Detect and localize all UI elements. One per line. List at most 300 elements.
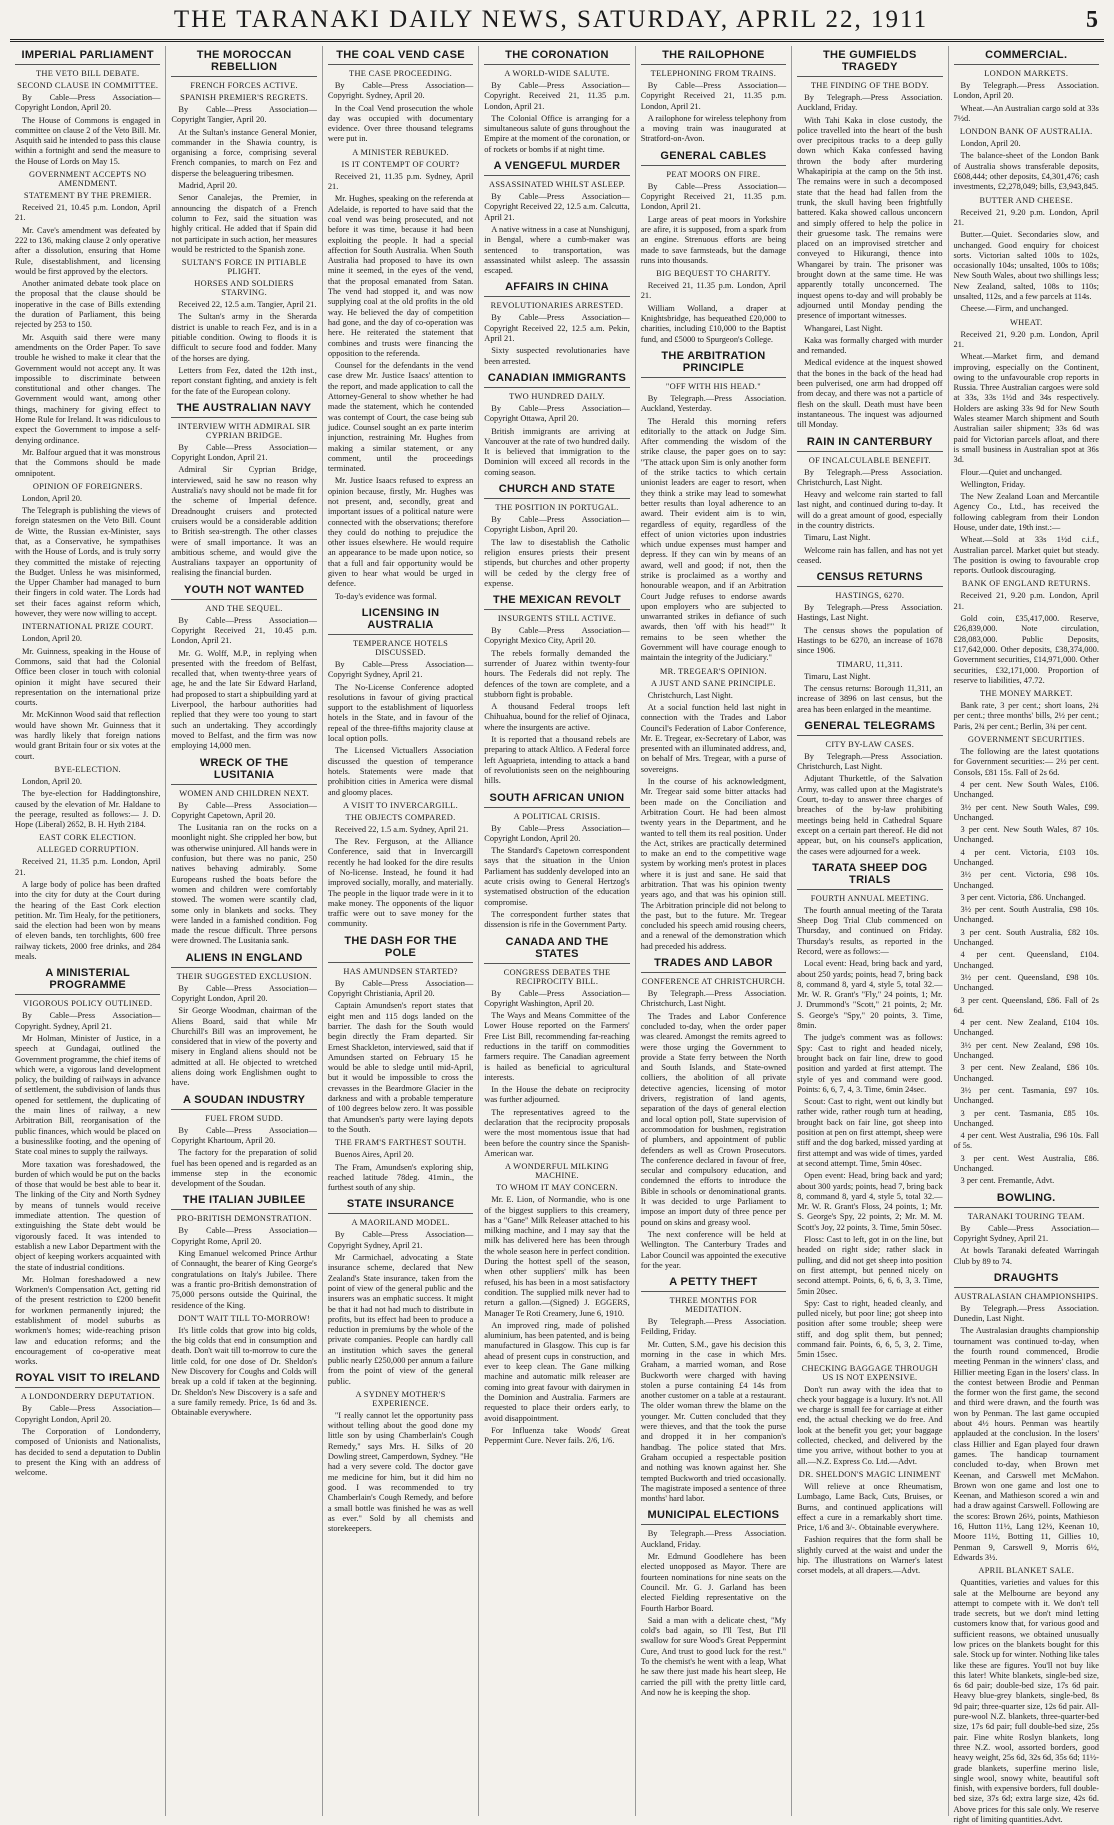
- article-paragraph: By Cable—Press Association—Copyright Tangier, April 20.: [171, 105, 317, 125]
- article-paragraph: 3½ per cent. South Australia, £98 10s. Unchanged.: [953, 905, 1099, 925]
- article-paragraph: Received 22, 12.5 a.m. Tangier, April 21.: [178, 300, 317, 310]
- article-paragraph: In the Coal Vend prosecution the whole day was occupied with documentary evidence. Over three thousand telegrams were put in.: [327, 103, 474, 144]
- article-headline: THE COAL VEND CASE: [328, 49, 473, 65]
- article-paragraph: At bowls Taranaki defeated Warringah Club by 89 to 74.: [953, 1246, 1099, 1266]
- article-headline: COMMERCIAL.: [954, 49, 1099, 65]
- article-headline: AFFAIRS IN CHINA: [484, 281, 629, 297]
- article-paragraph: The Colonial Office is arranging for a simultaneous salute of guns throughout the Empire at the moment of the coronation, or of rockets or bombs if at night time.: [484, 113, 630, 154]
- article-headline: GENERAL CABLES: [641, 150, 786, 166]
- article-subheading: A WORLD-WIDE SALUTE.: [504, 69, 610, 78]
- article-paragraph: 3 per cent. South Australia, £82 10s. Unchanged.: [953, 927, 1099, 948]
- article-paragraph: 4 per cent. West Australia, £96 10s. Fall of 5s.: [953, 1131, 1099, 1151]
- article-paragraph: By Cable—Press Association—Copyright London, April 20.: [171, 983, 317, 1003]
- article-paragraph: Sir George Woodman, chairman of the Aliens Board, said that while Mr Churchill's Bill was an improvement, he considered that in view of the poverty and misery in England aliens should not be admitted at all. He objected to wretched aliens doing work Englishmen ought to have.: [171, 1006, 317, 1088]
- article-paragraph: Bank rate, 3 per cent.; short loans, 2¾ per cent.; three months' bills, 2½ per cent.; Paris, 2¾ per cent.; Berlin, 3¾ per cent.: [953, 701, 1099, 731]
- article-subheading: PRO-BRITISH DEMONSTRATION.: [176, 1214, 312, 1224]
- article-paragraph: By Cable—Press Association—Copyright Sydney, April 21.: [953, 1223, 1099, 1243]
- article-subheading: A VISIT TO INVERCARGILL.: [343, 800, 459, 810]
- article-paragraph: 3½ per cent. Tasmania, £97 10s. Unchanged.: [953, 1085, 1099, 1106]
- article-paragraph: By Cable—Press Association—Copyright. Sydney, April 21.: [15, 1011, 161, 1031]
- article-paragraph: Scout: Cast to right, went out kindly but rather wide, rather rough turn at heading, brought back on fair line, got sheep into position at pen on first attempt, sheep were stiff and the dog barked, missed yarding at first attempt and was wide of times, yarded at second attempt. Time, 5min 40sec.: [797, 1097, 943, 1168]
- article: [171, 952, 316, 1089]
- article: [484, 49, 629, 155]
- article-paragraph: The Fram, Amundsen's exploring ship, reached latitude 78deg. 41min., the furthest south of any ship.: [327, 1162, 474, 1193]
- article-paragraph: It's little colds that grow into big colds, the big colds that end in consumption and death. Don't wait till to-morrow to cure the little cold, for one dose of Dr. Sheldon's New Discovery for Coughs and Colds will break up a cold if taken at the beginning. Dr. Sheldon's New Discovery is a safe and a sure family remedy. Price, 1s 6d and 3s. Obtainable everywhere.: [171, 1325, 317, 1418]
- article-paragraph: Will relieve at once Rheumatism, Lumbago, Lame Back, Cuts, Bruises, or Burns, and continued applications will effect a cure in a remarkably short time. Price, 1/6 and 3/-. Obtainable everywhere.: [797, 1481, 943, 1533]
- article-paragraph: London, April 20.: [22, 776, 83, 786]
- article: [797, 720, 942, 857]
- article-headline: STATE INSURANCE: [328, 1198, 473, 1214]
- article-subheading: THEIR SUGGESTED EXCLUSION.: [176, 971, 312, 981]
- article-paragraph: Fashion requires that the form shall be slightly curved at the waist and under the hip. The illustrations on Warner's latest corset models, at all drapers.—Advt.: [797, 1535, 943, 1576]
- article-paragraph: By Cable—Press Association—Copyright Khartoum, April 20.: [171, 1125, 317, 1145]
- article-subheading: LONDON MARKETS.: [984, 69, 1069, 78]
- article-paragraph: Welcome rain has fallen, and has not yet ceased.: [797, 545, 943, 565]
- article-headline: THE ARBITRATION PRINCIPLE: [641, 350, 786, 378]
- article: [484, 594, 629, 786]
- article-headline: TARATA SHEEP DOG TRIALS: [797, 862, 942, 890]
- article-paragraph: Received 21, 11.35 p.m. London, April 21.: [640, 281, 787, 301]
- article-headline: CENSUS RETURNS: [797, 571, 942, 587]
- article-paragraph: Open event: Head, bring back and yard; about 300 yards; points, head 7, bring back 8, command 8, yard 4, style 5, total 32.—Mr. W. R. Grant's Floss, 24 points, 1; Mr. S. George's Spy, 22 points, 2; Mr. M. M. Scott's Joy, 22 points, 3. Time, 5min 50sec.: [797, 1171, 943, 1232]
- article: [954, 1272, 1099, 1825]
- article-paragraph: Timaru, Last Night.: [804, 533, 871, 543]
- article-subheading: CHECKING BAGGAGE THROUGH US IS NOT EXPENSIVE.: [801, 1363, 939, 1382]
- article-paragraph: The balance-sheet of the London Bank of Australia shows transferable deposits, £608,444; other deposits, £4,301,476; cash investments, £2,278,049; bills, £3,943,845.: [953, 151, 1099, 192]
- article-paragraph: The Trades and Labor Conference concluded to-day, when the order paper was cleared. Amongst the remits agreed to were those urging the Government to provide a State ferry between the North and South Islands, and State-owned colliers, the abolition of all private detective agencies, licensing of motor drivers, registration of land agents, separation of the days of general election and local option poll, State supervision of accommodation for bushmen, registration of plumbers, and appointment of public defenders as well as Crown Prosecutors. The conference declared in favour of free, secular and compulsory education, and condemned the efforts to introduce the Bible in schools or denominational grants. It was decided to urge Parliament to impose an import duty of three pence per pound on skins and greasy wool.: [640, 1011, 787, 1227]
- article-paragraph: The next conference will be held at Wellington. The Canterbury Trades and Labor Council was appointed the executive for the year.: [640, 1229, 787, 1270]
- article-headline: THE DASH FOR THE POLE: [328, 935, 473, 963]
- article-paragraph: The House of Commons is engaged in committee on clause 2 of the Veto Bill. Mr. Asquith said he intended to pass this clause within a fortnight and send the measure to the House of Lords on May 15.: [15, 115, 161, 166]
- article-paragraph: By Cable—Press Association—Copyright Washington, April 20.: [484, 988, 630, 1008]
- article-paragraph: By Cable—Press Association—Copyright London, April 20.: [15, 93, 161, 113]
- article-paragraph: In the course of his acknowledgment, Mr. Tregear said some bitter attacks had been made on the Conciliation and Arbitration Court. He had been almost twenty years in the Department, and he wanted to tell them its real position. Under the Act, strikes are practically determined to make an end to the competitive wage system by working men's protest in places where it is just and sane. He said that arbitration. That was his opinion twenty years ago, and that was his opinion still. The Arbitration principle did not belong to the past, but to the future. Mr. Tregear concluded his speech amid rousing cheers, and a renewal of the demonstration which had preceded his address.: [640, 777, 787, 951]
- column-3: [323, 46, 479, 1816]
- article-paragraph: London, April 20.: [22, 493, 83, 503]
- article-paragraph: Whangarei, Last Night.: [804, 323, 883, 333]
- article-paragraph: Wheat.—An Australian cargo sold at 33s 7½d.: [953, 103, 1099, 123]
- article-paragraph: Kaka was formally charged with murder and remanded.: [797, 335, 943, 356]
- article-paragraph: Sixty suspected revolutionaries have been arrested.: [484, 346, 630, 366]
- article-paragraph: Mr Carmichael, advocating a State insurance scheme, declared that New Zealand's State insurance, taken from the point of view of the general public and the insurers was an emphatic success. It might be that it had not had much to distribute in profits, but its effect had been to produce a reduction in premiums by the whole of the private companies. People can hardly call an institution which saves the general public nearly £250,000 per annum a failure from the point of view of the general public.: [327, 1253, 474, 1386]
- article-paragraph: By Cable—Press Association—Copyright London, April 20.: [15, 1404, 161, 1424]
- article-paragraph: Gold coin, £35,417,000. Reserve, £26,839,000. Note circulation, £28,083,000. Public Deposits, £17,642,000. Other deposits, £38,374,000. Government securities, £14,971,000. Other securities, £32,171,000. Proportion of reserve to liabilities, 47.72.: [953, 614, 1099, 685]
- article-subheading: THE MONEY MARKET.: [979, 689, 1073, 699]
- article-paragraph: The correspondent further states that dissension is rife in the Government Party.: [484, 909, 630, 930]
- article-subheading: AUSTRALASIAN CHAMPIONSHIPS.: [954, 1291, 1099, 1301]
- article-subheading: APRIL BLANKET SALE.: [978, 1566, 1075, 1576]
- article: [328, 1198, 473, 1534]
- article-paragraph: Received 21, 11.35 p.m. Sydney, April 21.: [327, 171, 474, 192]
- article-paragraph: By Telegraph.—Press Association. Auckland, Friday.: [797, 93, 943, 113]
- article-paragraph: Mr Holman, Minister of Justice, in a speech at Gundagai, outlined the Government programme, the chief items of which were, a vigorous land development policy, the building of railways in advance of settlement, the subdivision of lands thus opened for settlement, the duplicating of the main lines of railway, a new Arbitration Bill, reorganisation of the public finances, which would be placed on a businesslike footing, and the opening of State coal mines to supply the railways.: [15, 1033, 161, 1157]
- article-subheading: INTERNATIONAL PRIZE COURT.: [22, 622, 154, 632]
- article-paragraph: 3 per cent. Fremantle, Advt.: [960, 1176, 1055, 1186]
- article-paragraph: Mr. G. Wolff, M.P., in replying when presented with the freedom of Belfast, recalled that, when twenty-three years of age, he and the late Sir Edward Harland, had proposed to start a shipbuilding yard at Liverpool, the harbour authorities had replied that they were too young to start such an undertaking. They accordingly moved to Belfast, and the firm was now employing 14,000 men.: [171, 648, 317, 751]
- article-subheading: WHEAT.: [1009, 317, 1043, 327]
- article-paragraph: King Emanuel welcomed Prince Arthur of Connaught, the bearer of King George's congratulations on Italy's Jubilee. There was a frantic pro-British demonstration of 75,000 persons outside the Quirinal, the residence of the King.: [171, 1249, 317, 1310]
- article: [171, 1094, 316, 1190]
- article-paragraph: Mr. McKinnon Wood said that reflection would have shown Mr. Guinness that it was hardly likely that foreign nations would grant Britain four or six votes at the court.: [15, 710, 161, 761]
- article-headline: LICENSING IN AUSTRALIA: [328, 607, 473, 635]
- article-subheading: TO WHOM IT MAY CONCERN.: [496, 1183, 618, 1193]
- page-number: 5: [1086, 7, 1098, 33]
- article-subheading: IS IT CONTEMPT OF COURT?: [341, 159, 460, 169]
- article-paragraph: A railophone for wireless telephony from a moving train was inaugurated at Stratford-on-Avon.: [640, 113, 787, 144]
- article: [797, 862, 942, 1577]
- article-paragraph: London, April 20.: [960, 139, 1021, 149]
- article-paragraph: Medical evidence at the inquest showed that the bones in the back of the head had been pulverised, one arm had dropped off from decay, and there was not a particle of flesh on the skull. Death must have been instantaneous. The inquest was adjourned till Monday.: [797, 358, 943, 430]
- article-paragraph: By Cable—Press Association—Copyright Christiania, April 20.: [327, 978, 474, 999]
- article-paragraph: The census returns: Borough 11,311, an increase of 3896 on last census, but the area has been enlarged in the meantime.: [797, 683, 943, 714]
- article-paragraph: Cheese.—Firm, and unchanged.: [960, 304, 1069, 314]
- article-paragraph: "I really cannot let the opportunity pass without telling about the good done my little son by using Chamberlain's Cough Remedy," says Mrs. H. Silks of 20 Dowling street, Camperdown, Sydney. "He had a very severe cold. The doctor gave me medicine for him, but it did him no good. I was recommended to try Chamberlain's Cough Remedy, and before a small bottle was finished he was as well as ever." Sold by all chemists and storekeepers.: [327, 1410, 474, 1534]
- article-headline: SOUTH AFRICAN UNION: [484, 792, 629, 808]
- article-paragraph: By Cable—Press Association—Copyright Ottawa, April 20.: [484, 403, 630, 424]
- article-paragraph: By Cable—Press Association—Copyright London, April 20.: [484, 823, 630, 843]
- article-paragraph: 3 per cent. Queensland, £86. Fall of 2s 6d.: [953, 995, 1099, 1015]
- article-paragraph: The Herald this morning refers editorially to the attack on Judge Sim. After commending the wisdom of the strike clause, the paper goes on to say: "The attack upon Sim is only another form of the strike tactics to which certain unionist leaders are eager to resort, when they think a strike may lead to somewhat better results than loyal adherence to an award. Their evident aim is to win, regardless of equity, regardless of the effect of union victories upon industries which undue expenses must hamper and depress. If they can win by means of an award, well and good; if not, then the strike is proclaimed as a worthy and honourable weapon, and if an Arbitration Court Judge refuses to endorse awards upon employers who are subjected to unwarranted strikes in defiance of such awards, then 'off with his head!'" It remains to be seen whether the Government will have courage enough to maintain the integrity of the Judiciary.": [640, 416, 787, 663]
- article-paragraph: The Standard's Capetown correspondent says that the situation in the Union Parliament has suddenly developed into an acute crisis owing to General Hertzog's systematised obstruction of the education compromise.: [484, 846, 630, 907]
- article-subheading: HAS AMUNDSEN STARTED?: [343, 966, 458, 976]
- article-headline: THE MOROCCAN REBELLION: [171, 49, 316, 77]
- article-subheading: HORSES AND SOLDIERS STARVING.: [194, 279, 294, 298]
- article-paragraph: Timaru, Last Night.: [804, 671, 871, 681]
- article: [797, 49, 942, 431]
- article-paragraph: By Telegraph.—Press Association. Hastings, Last Night.: [797, 603, 943, 623]
- article-paragraph: 3 per cent. New Zealand, £86 10s. Unchanged.: [953, 1063, 1099, 1083]
- article-paragraph: 3½ per cent. New Zealand, £98 10s. Unchanged.: [953, 1040, 1099, 1061]
- article-paragraph: Received 22, 1.5 a.m. Sydney, April 21.: [334, 824, 469, 834]
- article-subheading: OPINION OF FOREIGNERS.: [32, 481, 143, 491]
- article-headline: DRAUGHTS: [954, 1272, 1099, 1288]
- article-paragraph: Heavy and welcome rain started to fall last night, and continued during to-day. It will do a great amount of good, especially in the country districts.: [797, 490, 943, 530]
- article-paragraph: By Cable—Press Association—Copyright Received 21, 11.35 p.m. London, April 21.: [640, 81, 787, 111]
- article-paragraph: By Cable—Press Association—Copyright Sydney, April 21.: [327, 659, 474, 680]
- article-paragraph: Christchurch, Last Night.: [647, 690, 733, 700]
- article-paragraph: A native witness in a case at Nunshigunj, in Bengal, where a cumb-maker was sentenced to transportation, was assassinated whilst asleep. The assassin escaped.: [484, 224, 630, 276]
- article-paragraph: Wheat.—Sold at 33s 1½d c.i.f., Australian parcel. Market quiet but steady. The position is owing to favourable crop reports. Outlook discouraging.: [953, 535, 1099, 576]
- article-paragraph: By Cable—Press Association—Copyright Lisbon, April 20.: [484, 515, 630, 535]
- article-headline: TRADES AND LABOR: [641, 957, 786, 973]
- article-headline: BOWLING.: [954, 1192, 1099, 1208]
- masthead-title: THE TARANAKI DAILY NEWS, SATURDAY, APRIL 22, 1911: [173, 6, 929, 33]
- article-paragraph: 3 per cent. New South Wales, 87 10s. Unchanged.: [953, 825, 1099, 845]
- article-subheading: THE VETO BILL DEBATE.: [36, 69, 140, 78]
- article-subheading: GOVERNMENT ACCEPTS NO AMENDMENT.: [29, 170, 147, 189]
- article-paragraph: Mr. Cutten, S.M., gave his decision this morning in the case in which Mrs. Graham, a married woman, and Rose Buckworth were charged with having stolen a purse containing £4 14s from another customer on a table at a restaurant. The older woman threw the blame on the younger. Mr. Cutten concluded that they were thieves, and that the took the purse and dropped it in her companion's handbag. The police stated that Mrs. Graham occupied a respectable position and nothing was known against her. She tempted Buckworth and tried occasionally. The magistrate imposed a sentence of three months' hard labor.: [640, 1339, 787, 1504]
- article-subheading: BUTTER AND CHEESE.: [979, 195, 1074, 205]
- article-paragraph: 4 per cent. Victoria, £103 10s. Unchanged.: [953, 847, 1099, 867]
- article: [954, 49, 1099, 1187]
- article: [641, 350, 786, 952]
- article-paragraph: A thousand Federal troops left Chihuahua, bound for the relief of Ojinaca, where the insurgents are active.: [484, 702, 630, 732]
- article-paragraph: By Cable—Press Association—Copyright. Sydney, April 20.: [327, 81, 474, 101]
- article-subheading: A SYDNEY MOTHER'S EXPERIENCE.: [355, 1389, 446, 1408]
- article-subheading: MR. TREGEAR'S OPINION.: [659, 666, 767, 676]
- article-paragraph: The Lusitania ran on the rocks on a moonlight night. She crippled her bow, but was otherwise uninjured. All hands were in confusion, but there was no panic, 250 natives behaving admirably. Some Europeans rushed the boats before the women and children were comfortably stowed. The women were scantily clad, some only in blankets and socks. They were landed in a famished condition. Fog made the rescue difficult. Three persons were drowned. The Lusitania sank.: [171, 823, 317, 946]
- article-paragraph: Mr. Edmund Goodlehere has been elected unopposed as Mayor. There are fourteen nominations for nine seats on the Council. Mr. G. J. Garland has been elected Fielding representative on the Fourth Harbor Board.: [640, 1552, 787, 1613]
- article-subheading: LONDON BANK OF AUSTRALIA.: [959, 127, 1093, 137]
- article-paragraph: At the Sultan's instance General Monier, commander in the Shawia country, is organising a force, comprising several French companies, to march on Fez and disperse the beleaguering tribesmen.: [171, 127, 317, 178]
- article-paragraph: It is reported that a thousand rebels are preparing to attack Altlico. A Federal force left Aguaprieta, intending to attack a band of revolutionists seen on the neighbouring hills.: [484, 735, 630, 786]
- article-headline: THE MEXICAN REVOLT: [484, 594, 629, 610]
- article-paragraph: The Ways and Means Committee of the Lower House reported on the Farmers' Free List Bill, recommending far-reaching reductions in the tariff on commodities farmers require. The Canadian agreement is hailed as beneficial to agricultural interests.: [484, 1011, 630, 1082]
- article: [15, 967, 160, 1367]
- article-subheading: REVOLUTIONARIES ARRESTED.: [490, 301, 624, 311]
- article-paragraph: Mr. Asquith said there were many amendments on the Order Paper. To save trouble he wished to make it clear that the Government would not accept any. It was impossible to discriminate between constitutional and other changes. The Government would want, among other things, machinery for giving effect to Home Rule for Ireland. It was ridiculous to expect the Government to impose a self-denying ordinance.: [15, 332, 161, 445]
- article-subheading: A LONDONDERRY DEPUTATION.: [20, 1392, 155, 1402]
- article-paragraph: By Telegraph.—Press Association. Christchurch, Last Night.: [797, 467, 943, 487]
- article-paragraph: Mr. Hughes, speaking on the referenda at Adelaide, is reported to have said that the coal vend was being prosecuted, and not before it was time, because it had been exploiting the people. It had a special affection for South Australia. When South Australia had proposed to have its own mine it seemed, in the eyes of the vend, that the proposal emanated from Satan. The vend had stopped it, and was now supplying coal at the old profits in the old way. He believed the day of competition had gone, and the day of co-operation was here. He reiterated the statement that combines and trusts were financing the opposition to the referenda.: [327, 194, 474, 358]
- article-headline: ROYAL VISIT TO IRELAND: [15, 1372, 160, 1388]
- article-paragraph: Wheat.—Market firm, and demand improving, especially on the Continent, owing to the unfavourable crop reports in Russia. Three Australian cargoes were sold at 33s, 33s 1½d and 34s respectively. Holders are asking 33s 9d for New South Wales steamer March shipment and South Australian sailer shipment; 33s 6d was paid for Victorian parcels afloat, and there is small business in Australian spot at 36s 3d.: [953, 352, 1099, 465]
- article-paragraph: Quantities, varieties and values for this sale at the Melbourne are beyond any attempt to compete with it. We don't tell trade secrets, but we don't mind letting customers know that, for various good and sufficient reasons, we obtained unusually low prices on the blankets bought for this sale. Stock up for winter. Nothing like tales like these are figures. You'll not buy like this later! White blankets, single-bed size, 6s 6d pair; double-bed size, 17s 6d pair. Heavy blue-grey blankets, single-bed, 8s 9d pair; three-quarter size, 12s 6d pair. All-pure-wool N.Z. blankets, three-quarter-bed size, 17s 6d pair; full double-bed size, 25s pair. Fine white Roslyn blankets, long three N.Z. wool, assorted borders, good heavy weight, 25s 6d, 32s 6d, 35s 6d; 11½-grade blankets, superfine merino lisle, single wool, snowy white, beautiful soft finish, with expensive borders, full double-bed size, 37s 6d; extra large size, 42s 6d. Above prices for this sale only. We reserve right of limiting quantities.Advt.: [953, 1578, 1099, 1825]
- article-paragraph: With Tahi Kaka in close custody, the police travelled into the heart of the bush over precipitous tracks to a deep gully down which Kaka confessed having thrown the body after murdering Whakapiripia at the camp on the 5th inst. The remains were in such a decomposed state that the head had fallen from the trunk, the skull having been frightfully battered. Kaka showed callous unconcern and simply offered to help the police in their gruesome task. The remains were placed on an improvised stretcher and conveyed to Hikurangi, thence into Whangarei by train. The prisoner was brought down at the same time. He was apparently totally unconcerned. The inquest opens to-day and will probably be adjourned until Monday pending the presence of important witnesses.: [797, 115, 943, 321]
- article-subheading: CONGRESS DEBATES THE RECIPROCITY BILL.: [503, 967, 611, 986]
- article: [641, 150, 786, 345]
- article-paragraph: Captain Amundsen's report states that eight men and 115 dogs landed on the barrier. The dash for the South would begin directly the Fram departed. Sir Ernest Shackleton, interviewed, said that if Amundsen started on February 15 he would be able to sledge until mid-April, but it would be impossible to cross the crevasses in the Beardmore Glacier in the darkness and with a probable temperature of 100 degrees below zero. It was possible that Amundsen's party were laying depots to the South.: [327, 1001, 474, 1134]
- article-paragraph: By Telegraph.—Press Association. Auckland, Friday.: [640, 1529, 787, 1549]
- article-paragraph: The No-License Conference adopted resolutions in favour of giving practical support to the establishment of liquorless hotels in the State, and in favour of the repeal of the three-fifths majority clause at local option polls.: [327, 682, 474, 744]
- article: [641, 1509, 786, 1698]
- article-paragraph: The census shows the population of Hastings to be 6270, an increase of 1678 since 1906.: [797, 625, 943, 656]
- article-paragraph: 4 per cent. New Zealand, £104 10s. Unchanged.: [953, 1018, 1099, 1038]
- article: [328, 935, 473, 1194]
- article-paragraph: 3 per cent. Tasmania, £85 10s. Unchanged.: [953, 1108, 1099, 1128]
- article: [797, 571, 942, 715]
- article-headline: WRECK OF THE LUSITANIA: [171, 757, 316, 785]
- article: [797, 436, 942, 567]
- article-subheading: INSURGENTS STILL ACTIVE.: [497, 614, 617, 624]
- article: [954, 1192, 1099, 1267]
- article-paragraph: Received 21, 10.45 p.m. London, April 21.: [15, 203, 161, 223]
- article-subheading: THREE MONTHS FOR MEDITATION.: [669, 1296, 758, 1315]
- article-paragraph: 3½ per cent. New South Wales, £99. Unchanged.: [953, 802, 1099, 822]
- article-subheading: BANK OF ENGLAND RETURNS.: [961, 579, 1091, 589]
- article-subheading: CITY BY-LAW CASES.: [825, 739, 915, 749]
- article-paragraph: Mr. Balfour argued that it was monstrous that the Commons should be made omnipotent.: [15, 447, 161, 478]
- article-subheading: AND THE SEQUEL.: [205, 603, 283, 613]
- article-paragraph: William Wolland, a draper at Knightsbridge, has bequeathed £20,000 to charities, including £10,000 to the Baptist fund, and £5000 to Spurgeon's College.: [640, 303, 787, 344]
- column-7: [949, 46, 1104, 1825]
- article-subheading: THE OBJECTS COMPARED.: [345, 812, 456, 822]
- article-subheading: FUEL FROM SUDD.: [205, 1113, 284, 1123]
- article-paragraph: Mr. Holman foreshadowed a new Workmen's Compensation Act, getting rid of the present restriction to £200 benefit for workmen permanently injured; the establishment of model suburbs as workmen's homes; wide-reaching prison law and education reforms; and the encouragement of co-operative meat works.: [15, 1274, 161, 1367]
- article-headline: CHURCH AND STATE: [484, 483, 629, 499]
- article-paragraph: To-day's evidence was formal.: [334, 591, 437, 601]
- article-paragraph: The judge's comment was as follows: Spy: Cast to right and headed nicely, brought back on fair line, drew to good position and yarded at first attempt. The style of yes and command were good. Points: 6, 6, 7, 4, 3. Time, 6min 24sec.: [797, 1033, 943, 1094]
- article-paragraph: Admiral Sir Cyprian Bridge, interviewed, said he saw no reason why Australia's navy should not be made fit for the scheme of Imperial defence. Dreadnought cruisers and protected cruisers would be a considerable addition to British sea-strength. The other classes were of small importance. It was an ambitious scheme, and would give the Australians taxpayer an opportunity of realising the financial burden.: [171, 465, 317, 578]
- article-headline: THE ITALIAN JUBILEE: [171, 1194, 316, 1210]
- article-paragraph: The bye-election for Haddingtonshire, caused by the elevation of Mr. Haldane to the peerage, resulted as follows:— J. D. Hope (Liberal) 2652, B. H. Hyth 2184.: [15, 789, 161, 830]
- article-paragraph: Received 21, 9.20 p.m. London, April 21.: [953, 207, 1099, 227]
- article-paragraph: The law to disestablish the Catholic religion ensures priests their present stipends, but churches and other property will be ceded by the clergy free of expense.: [484, 537, 630, 588]
- article-paragraph: The rebels formally demanded the surrender of Juarez within twenty-four hours. The Federals did not reply. The defences of the town are complete, and a stubborn fight is probable.: [484, 648, 630, 699]
- article-subheading: THE POSITION IN PORTUGAL.: [495, 503, 619, 513]
- article-paragraph: Received 21, 9.20 p.m. London, April 21.: [953, 329, 1099, 349]
- article-paragraph: By Cable—Press Association—Copyright Received 21, 11.35 p.m. London, April 21.: [640, 181, 787, 212]
- article-subheading: A MAORILAND MODEL.: [351, 1218, 450, 1228]
- article-paragraph: By Telegraph.—Press Association. Christchurch, Last Night.: [797, 751, 943, 772]
- columns: [10, 46, 1104, 1825]
- article-paragraph: 3½ per cent. Queensland, £98 10s. Unchanged.: [953, 972, 1099, 993]
- article-paragraph: The Telegraph is publishing the views of foreign statesmen on the Veto Bill. Count de Witte, the Russian ex-Minister, says that, as a Conservative, he sympathises with the House of Lords, and is truly sorry they committed the mistake of rejecting the Budget. Unless he was misinformed, the Upper Chamber had managed to burn their fingers in cold water. The Lords had set their faces against reform which, however, they were now willing to accept.: [15, 506, 161, 619]
- article-paragraph: By Cable—Press Association—Copyright Mexico City, April 20.: [484, 626, 630, 646]
- article-paragraph: 3 per cent. Victoria, £86. Unchanged.: [960, 892, 1086, 902]
- article-subheading: WOMEN AND CHILDREN NEXT.: [179, 788, 310, 798]
- article: [171, 584, 316, 752]
- article: [171, 402, 316, 579]
- article-paragraph: By Cable—Press Association—Copyright Received 21, 10.45 p.m. London, April 21.: [171, 615, 317, 646]
- article-paragraph: By Cable—Press Association—Copyright. Received 21, 11.35 p.m. London, April 21.: [484, 81, 630, 111]
- article-subheading: A JUST AND SANE PRINCIPLE.: [651, 678, 776, 688]
- article-subheading: FRENCH FORCES ACTIVE.: [190, 81, 298, 90]
- article: [171, 757, 316, 947]
- article-paragraph: The New Zealand Loan and Mercantile Agency Co., Ltd., has received the following cablegram from their London House, under date, 19th inst.:—: [953, 492, 1099, 532]
- article-paragraph: The Licensed Victuallers Association discussed the question of temperance hotels. Statements were made that prohibition cities in America were dismal and gloomy places.: [327, 746, 474, 797]
- article-headline: THE AUSTRALIAN NAVY: [171, 402, 316, 418]
- article-paragraph: The factory for the preparation of solid fuel has been opened and is regarded as an immense step in the economic development of the Soudan.: [171, 1148, 317, 1189]
- column-5: [636, 46, 792, 1816]
- column-1: [10, 46, 166, 1816]
- article-subheading: OF INCALCULABLE BENEFIT.: [808, 455, 931, 465]
- article-paragraph: The representatives agreed to the declaration that the reciprocity proposals were the most momentous issue that had been before the country since the Spanish-American war.: [484, 1107, 630, 1158]
- article-paragraph: Madrid, April 20.: [178, 181, 238, 191]
- article-subheading: DR. SHELDON'S MAGIC LINIMENT: [798, 1469, 941, 1479]
- article-paragraph: Butter.—Quiet. Secondaries slow, and unchanged. Good enquiry for choicest sorts. Victorian salted 100s to 102s, occasionally 104s; unsalted, 100s to 108s; New South Wales, about two shillings less; New Zealand, salted, 108s to 110s; unsalted, 112s, and a few parcels at 114s.: [953, 230, 1099, 302]
- article: [641, 49, 786, 145]
- article-paragraph: Said a man with a delicate chest, "My cold's bad again, so I'll Test, But I'll swallow for sure Wood's Great Peppermint Cure, And trust to good luck for the rest." To the chemist's he went with a leap, What he saw there just made his heart sleep, He carried the pill with the pretty little card, And now he is keeping the shop.: [640, 1615, 787, 1697]
- article-subheading: TARANAKI TOURING TEAM.: [967, 1211, 1085, 1221]
- article: [328, 607, 473, 930]
- article-paragraph: By Cable—Press Association—Copyright Rome, April 20.: [171, 1226, 317, 1246]
- article-paragraph: British immigrants are arriving at Vancouver at the rate of two hundred daily. It is believed that immigration to the Dominion will exceed all records in the coming season.: [484, 426, 630, 477]
- article-subheading: VIGOROUS POLICY OUTLINED.: [23, 999, 153, 1009]
- article-headline: RAIN IN CANTERBURY: [797, 436, 942, 452]
- article-headline: THE CORONATION: [484, 49, 629, 65]
- article-paragraph: Spy: Cast to right, headed cleanly, and pulled nicely, but poor line; got sheep into position after some trouble; sheep were stiff, and dog split them, but penned; command fair. Points, 6, 6, 5, 3, 2. Time, 5min 15sec.: [797, 1298, 943, 1360]
- masthead: [10, 6, 1104, 42]
- article-subheading: SULTAN'S FORCE IN PITIABLE PLIGHT.: [181, 258, 307, 277]
- article-paragraph: By Telegraph.—Press Association. Feilding, Friday.: [640, 1317, 787, 1337]
- article-headline: MUNICIPAL ELECTIONS: [641, 1509, 786, 1525]
- article-paragraph: By Cable—Press Association—Copyright Received 22, 12.5 a.m. Calcutta, April 21.: [484, 192, 630, 222]
- article-subheading: BIG BEQUEST TO CHARITY.: [656, 269, 771, 279]
- article: [641, 1276, 786, 1504]
- article-subheading: THE FINDING OF THE BODY.: [810, 81, 929, 90]
- article-headline: GENERAL TELEGRAMS: [797, 720, 942, 736]
- column-6: [792, 46, 948, 1816]
- article: [328, 49, 473, 602]
- article-paragraph: By Telegraph.—Press Association. London, April 20.: [953, 81, 1099, 101]
- article: [171, 1194, 316, 1418]
- article-paragraph: Adjutant Thurkettle, of the Salvation Army, was called upon at the Magistrate's Court, to-day to answer three charges of breaches of the by-law prohibiting meetings being held in Cathedral Square except on a certain part thereof. He did not appear, but, on his counsel's application, the cases were adjourned for a week.: [797, 774, 943, 856]
- article-paragraph: Received 21, 9.20 p.m. London, April 21.: [953, 591, 1099, 611]
- article-subheading: CONFERENCE AT CHRISTCHURCH.: [641, 977, 786, 987]
- article-paragraph: In the House the debate on reciprocity was further adjourned.: [484, 1085, 630, 1105]
- article-paragraph: Received 21, 11.35 p.m. London, April 21.: [15, 857, 161, 877]
- article-paragraph: By Cable—Press Association—Copyright Received 22, 12.5 a.m. Pekin, April 21.: [484, 313, 630, 344]
- article-paragraph: Local event: Head, bring back and yard, about 250 yards; points, head 7, bring back 8, command 8, yard 4, style 5, total 32.—Mr. W. R. Grant's "Fly," 24 points, 1; Mr. J. Drummond's "Scott," 21 points, 2; Mr. S. George's "Spy," 20 points, 3. Time, 8min.: [797, 959, 943, 1031]
- article-subheading: INTERVIEW WITH ADMIRAL SIR CYPRIAN BRIDGE.: [177, 421, 311, 440]
- article-paragraph: Buenos Aires, April 20.: [334, 1150, 414, 1160]
- article-subheading: "OFF WITH HIS HEAD.": [665, 381, 761, 391]
- article-subheading: ASSASSINATED WHILST ASLEEP.: [488, 180, 625, 190]
- article-paragraph: By Cable—Press Association—Copyright Capetown, April 20.: [171, 800, 317, 820]
- article-paragraph: 3 per cent. West Australia, £86. Unchanged.: [953, 1153, 1099, 1174]
- article-subheading: SPANISH PREMIER'S REGRETS.: [180, 93, 309, 102]
- article-paragraph: More taxation was foreshadowed, the burden of which would be put on the backs of those that would be best able to bear it. The linking of the City and North Sydney by means of tunnels would receive immediate attention. The question of extinguishing the State debt would be vigorously faced. It was intended to establish a new Labor Department with the object of keeping workers acquainted with the state of industrial conditions.: [15, 1159, 161, 1272]
- article-paragraph: A large body of police has been drafted into the city for duty at the Court during the hearing of the East Cork election petition. Mr. Tim Healy, for the petitioners, said the election had been won by means of eleven bands, ten torchlights, 600 free railway tickets, 2000 free drinks, and 284 meals.: [15, 880, 161, 962]
- column-4: [479, 46, 635, 1816]
- article-paragraph: The Rev. Ferguson, at the Alliance Conference, said that in Invercargill recently he had looked for the dire results of No-license. Instead, he found it had improved socially, morally, and materially. The people in the liquor trade were in it to make money. The opponents of the liquor traffic were out to save money for the community.: [327, 837, 474, 929]
- article-subheading: THE FRAM'S FARTHEST SOUTH.: [334, 1138, 467, 1148]
- article-headline: THE GUMFIELDS TRAGEDY: [797, 49, 942, 77]
- article-paragraph: Mr. Cave's amendment was defeated by 222 to 136, making clause 2 only operative after a dissolution, ensuring that Home Rule, disestablishment, and licensing would be first approved by the electors.: [15, 225, 161, 276]
- article-subheading: TELEPHONING FROM TRAINS.: [650, 69, 777, 78]
- article-paragraph: By Telegraph.—Press Association. Auckland, Yesterday.: [640, 393, 787, 414]
- article: [484, 281, 629, 366]
- article-paragraph: Letters from Fez, dated the 12th inst., report constant fighting, and anxiety is felt for the fate of the European colony.: [171, 365, 317, 396]
- article-paragraph: Mr. Guinness, speaking in the House of Commons, said that had the Colonial Office been closer in touch with colonial opinion it might have secured their representation on the international prize courts.: [15, 646, 161, 708]
- article: [641, 957, 786, 1271]
- article: [484, 483, 629, 589]
- article-paragraph: By Cable—Press Association—Copyright London, April 21.: [171, 442, 317, 463]
- article-headline: YOUTH NOT WANTED: [171, 584, 316, 600]
- article-paragraph: Wellington, Friday.: [960, 479, 1026, 489]
- article-paragraph: Another animated debate took place on the proposal that the clause should be inoperative in the case of Bills extending the duration of Parliament, this being rejected by 253 to 150.: [15, 279, 161, 330]
- article-headline: A VENGEFUL MURDER: [484, 160, 629, 176]
- article-paragraph: Don't run away with the idea that to check your baggage is a luxury. It's not. All we charge is small fee for carriage at either end, the actual checking we do free. And look at the benefit you get; your baggage collected, checked, and delivered by the time you arrive, without bother to you at all.—N.Z. Express Co. Ltd.—Advt.: [797, 1384, 943, 1466]
- article-subheading: ALLEGED CORRUPTION.: [36, 845, 139, 855]
- article-paragraph: London, April 20.: [22, 634, 83, 644]
- article-paragraph: Mr. E. Lion, of Normandie, who is one of the biggest suppliers to this creamery, has a "Gane" Milk Releaser attached to his milking machine, and I may say that the milk has delivered here has been through the whole season here in perfect condition. During the hottest spell of the season, when other suppliers' milk has been refused, his has been in a most satisfactory condition. The supplied milk never had to return a gallon.—(Signed) J. EGGERS, Manager Te Roti Creamery, June 6, 1910.: [484, 1195, 630, 1318]
- article-paragraph: 3½ per cent. Victoria, £98 10s. Unchanged.: [953, 870, 1099, 890]
- article-paragraph: By Cable—Press Association—Copyright Sydney, April 21.: [327, 1230, 474, 1250]
- article-subheading: THE CASE PROCEEDING.: [349, 69, 453, 78]
- article-subheading: TEMPERANCE HOTELS DISCUSSED.: [352, 638, 449, 657]
- article-subheading: EAST CORK ELECTION.: [39, 833, 137, 843]
- article-paragraph: The Corporation of Londonderry, composed of Unionists and Nationalists, has decided to send a deputation to Dublin to present the King with an address of welcome.: [15, 1427, 161, 1478]
- article-headline: CANADIAN IMMIGRANTS: [484, 372, 629, 388]
- article-headline: A SOUDAN INDUSTRY: [171, 1094, 316, 1110]
- article-paragraph: 4 per cent. Queensland, £104. Unchanged.: [953, 950, 1099, 970]
- article-subheading: BYE-ELECTION.: [54, 764, 121, 774]
- article-headline: A PETTY THEFT: [641, 1276, 786, 1292]
- article-subheading: TIMARU, 11,311.: [836, 659, 903, 669]
- article-subheading: PEAT MOORS ON FIRE.: [666, 169, 761, 179]
- article-paragraph: Flour.—Quiet and unchanged.: [960, 467, 1062, 477]
- article-subheading: DON'T WAIT TILL TO-MORROW!: [178, 1313, 311, 1323]
- article-paragraph: Large areas of peat moors in Yorkshire are afire, it is supposed, from a spark from an engine. Strenuous efforts are being made to save farmsteads, but the damage runs into thousands.: [640, 214, 787, 265]
- article: [484, 792, 629, 931]
- article-subheading: STATEMENT BY THE PREMIER.: [23, 191, 152, 201]
- article: [484, 160, 629, 276]
- article-paragraph: Senor Canalejas, the Premier, in announcing the dispatch of a French column to Fez, said the situation was highly critical. He added that if Spain did not participate in such action, her measures would be restricted to the Spanish zone.: [171, 193, 317, 254]
- article-paragraph: At a social function held last night in connection with the Trades and Labor Council's Federation of Labor Conference, Mr. E. Tregear, ex-Secretary of Labor, was presented with an illuminated address, and, on behalf of Mrs. Tregear, with a purse of sovereigns.: [640, 702, 787, 774]
- article: [484, 936, 629, 1447]
- article: [171, 49, 316, 397]
- article-paragraph: The Australasian draughts championship tournament was continued to-day, when the fourth round commenced, Brodie meeting Penman in the winners' class, and Hillier meeting Egan in the losers' class. In the contest between Brodie and Penman the former won the first game, the second and third were drawn, and the fourth was won by Penman. The last game occupied about 4½ hours. Penman was heartily applauded at the conclusion. In the losers' class Hillier and Egan played four drawn games. The handicap tournament concluded to-day, when Brown met Keenan, and Carswell met McMahon. Brown won one game and lost one to Keenan, and Mathieson scored a win and had a draw against Carswell. Following are the scores: Brown 26½, points, Mathieson 16, Hutton 11½, Lang 12½, Keenan 10, Moore 11½, Botting 11, Gillies 10, Penman 9, Carswell 9, Morris 6½, Edwards 3½.: [953, 1326, 1099, 1562]
- article: [484, 372, 629, 478]
- article-subheading: HASTINGS, 6270.: [835, 591, 905, 601]
- article: [15, 49, 160, 962]
- article-subheading: A WONDERFUL MILKING MACHINE.: [505, 1162, 609, 1181]
- article-paragraph: Floss: Cast to left, got in on the line, but headed on right side; rather slack in pulling, and did not get sheep into position on first attempt, but penned nicely on second attempt. Points, 6, 6, 6, 3, 3. Time, 5min 20sec.: [797, 1235, 943, 1296]
- article: [15, 1372, 160, 1478]
- column-2: [166, 46, 322, 1816]
